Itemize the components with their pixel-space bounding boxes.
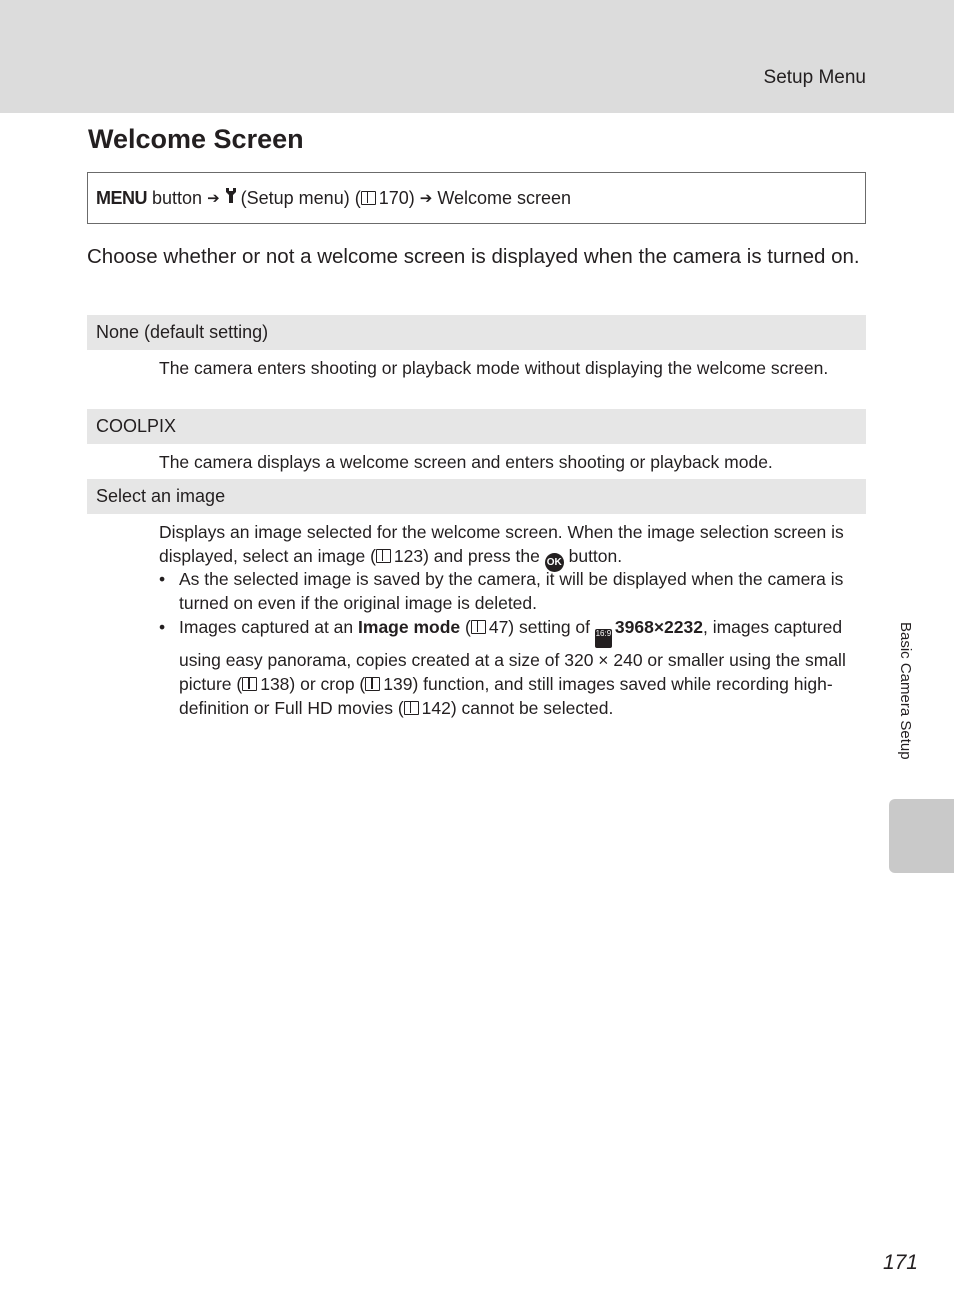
nav-page-ref: 170) [378, 187, 415, 208]
bullet-dot: • [159, 617, 166, 637]
option-header-none: None (default setting) [87, 315, 866, 350]
menu-path-box [87, 172, 866, 224]
nav-setup-text: (Setup menu) ( [240, 187, 361, 208]
image-mode-16-9-icon: 16:9 [595, 629, 612, 648]
option-header-coolpix: COOLPIX [87, 409, 866, 444]
book-icon [365, 677, 380, 691]
page-title: Welcome Screen [88, 124, 304, 154]
section-label: Setup Menu [763, 67, 866, 88]
chapter-tab [889, 799, 954, 873]
option-description-none: The camera enters shooting or playback mode without displaying the welcome screen. [159, 358, 829, 378]
arrow-icon: ➔ [419, 190, 433, 207]
book-icon [471, 620, 486, 634]
header-band [0, 0, 954, 113]
bullet-item: • Images captured at an Image mode ( 47) setting of 16:9 3968×2232, images captured using easy panorama, copies created at a size of 320 × 240 or smaller using the small picture ( 138) or crop ( 139) function, and still images saved while recording high-definition or Full HD movies ( 142) cannot be selected. [159, 617, 846, 718]
bullet-dot: • [159, 569, 166, 589]
wrench-icon [225, 187, 237, 209]
nav-button-text: button [152, 187, 203, 208]
page-number: 171 [882, 1251, 918, 1274]
book-icon [361, 191, 376, 205]
book-icon [376, 549, 391, 563]
arrow-icon: ➔ [207, 190, 220, 207]
option-description-coolpix: The camera displays a welcome screen and enters shooting or playback mode. [159, 452, 773, 472]
ok-button-icon: OK [545, 553, 564, 572]
book-icon [404, 701, 419, 715]
book-icon [242, 677, 257, 691]
bullet-item: • As the selected image is saved by the camera, it will be displayed when the camera is turned on even if the original image is deleted. [159, 569, 844, 613]
option-description-select-image: Displays an image selected for the welcome screen. When the image selection screen is displayed, select an image ( 123) and press the OK button. [159, 520, 859, 572]
chapter-side-label: Basic Camera Setup [897, 622, 914, 760]
option-header-select-image: Select an image [87, 479, 866, 514]
intro-paragraph: Choose whether or not a welcome screen is displayed when the camera is turned on. [87, 245, 860, 268]
nav-destination: Welcome screen [437, 187, 572, 208]
menu-button-icon: MENU [96, 187, 147, 208]
